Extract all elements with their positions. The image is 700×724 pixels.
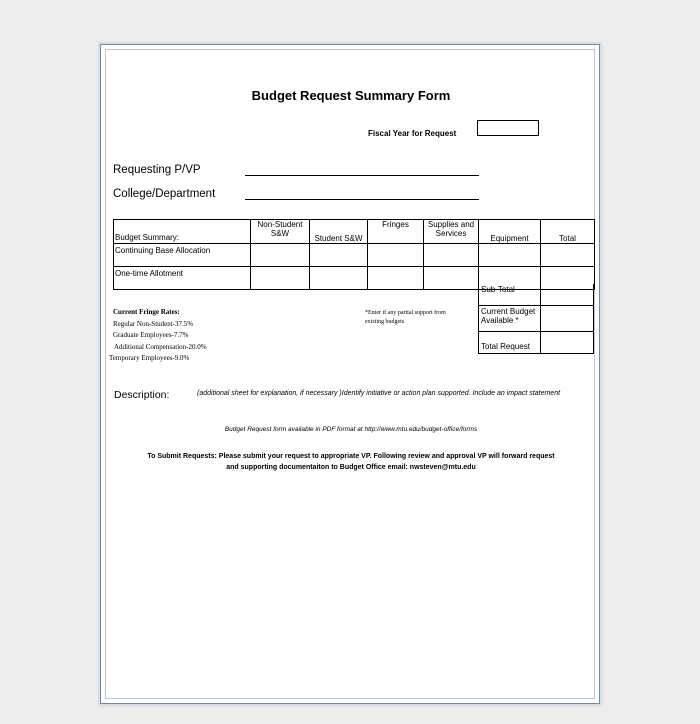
page-border <box>105 49 595 699</box>
budget-summary-table <box>113 219 595 290</box>
table-cell-input[interactable] <box>251 267 310 290</box>
table-header-row <box>114 220 595 244</box>
fiscal-year-field[interactable] <box>477 120 539 136</box>
fringes-header: Fringes <box>368 220 424 244</box>
pdf-availability-note: Budget Request form available in PDF format at http://www.mtu.edu/budget-office/forms <box>224 426 478 433</box>
table-cell-input[interactable] <box>368 244 424 267</box>
college-department-field[interactable] <box>245 199 479 200</box>
total-request-label: Total Request <box>479 332 541 353</box>
equipment-header: Equipment <box>479 220 541 244</box>
table-row <box>114 244 595 267</box>
total-request-row <box>478 332 594 354</box>
submit-instructions <box>121 451 581 473</box>
fringe-rates <box>109 307 207 365</box>
table-cell-input[interactable] <box>251 244 310 267</box>
total-header: Total <box>541 220 595 244</box>
current-budget-row <box>478 306 594 332</box>
table-cell-input[interactable] <box>424 267 479 290</box>
total-request-field[interactable] <box>541 332 593 353</box>
supplies-services-header: Supplies and Services <box>424 220 479 244</box>
table-cell-input[interactable] <box>424 244 479 267</box>
requesting-pvp-field[interactable] <box>245 175 479 176</box>
college-department-label: College/Department <box>113 188 216 200</box>
current-budget-label: Current Budget Available * <box>479 306 541 331</box>
fringe-rates-heading: Current Fringe Rates: <box>113 308 180 316</box>
partial-support-note: *Enter if any partial support from existing budgets <box>365 310 446 325</box>
fringe-rate-item: Additional Compensation-20.0% <box>114 342 207 351</box>
subtotal-field[interactable] <box>541 284 593 305</box>
row-label: One-time Allotment <box>114 267 251 290</box>
form-title: Budget Request Summary Form <box>251 88 451 103</box>
form-page <box>100 44 600 704</box>
description-label: Description: <box>114 389 170 401</box>
fiscal-year-label: Fiscal Year for Request <box>368 129 457 138</box>
table-cell-input[interactable] <box>368 267 424 290</box>
table-cell-input[interactable] <box>479 244 541 267</box>
fringe-rate-item: Temporary Employees-9.0% <box>109 354 190 362</box>
student-sw-header: Student S&W <box>310 220 368 244</box>
row-label: Continuing Base Allocation <box>114 244 251 267</box>
submit-instructions-line1: To Submit Requests: Please submit your request to appropriate VP. Following review and approval VP will forward request <box>147 453 555 460</box>
subtotal-label: Sub-Total <box>479 284 541 305</box>
table-cell-input[interactable] <box>310 244 368 267</box>
table-cell-input[interactable] <box>541 244 595 267</box>
current-budget-field[interactable] <box>541 306 593 331</box>
non-student-sw-header: Non-Student S&W <box>251 220 310 244</box>
submit-instructions-line2: and supporting documentaiton to Budget Office email: nwsteven@mtu.edu <box>226 464 476 471</box>
table-cell-input[interactable] <box>310 267 368 290</box>
subtotal-row <box>478 284 594 306</box>
requesting-pvp-label: Requesting P/VP <box>113 164 201 176</box>
description-instructions: (additional sheet for explanation, if necessary )Identify initiative or action plan supported. Include an impact statement <box>197 390 561 397</box>
fringe-rate-item: Graduate Employees-7.7% <box>113 331 189 339</box>
fringe-rate-item: Regular Non-Student-37.5% <box>113 319 194 328</box>
budget-summary-header: Budget Summary: <box>114 220 251 244</box>
